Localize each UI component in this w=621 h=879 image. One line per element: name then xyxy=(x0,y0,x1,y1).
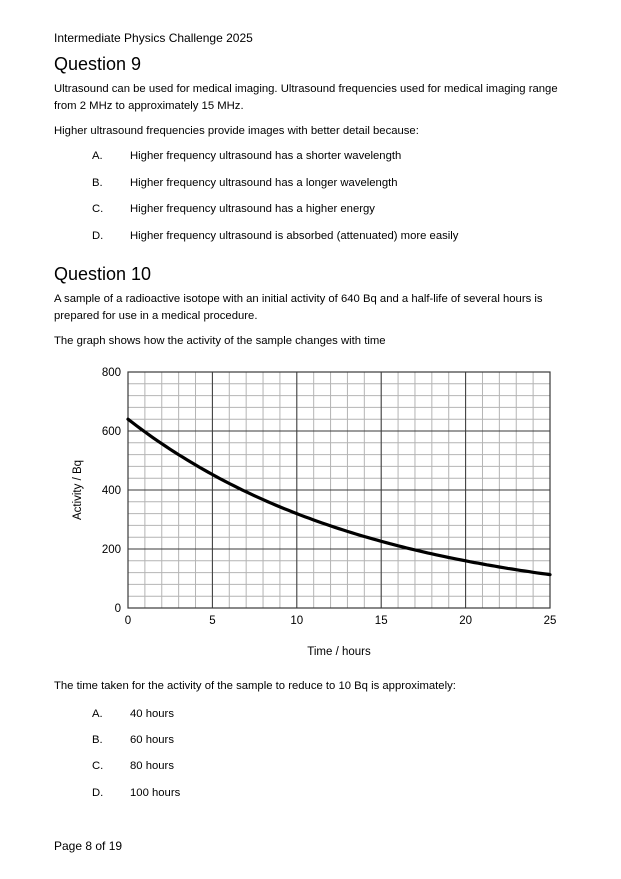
y-axis-label: Activity / Bq xyxy=(72,459,84,521)
question-9-prompt: Higher ultrasound frequencies provide images with better detail because: xyxy=(54,125,419,137)
x-tick-label: 20 xyxy=(459,615,472,627)
y-tick-label: 0 xyxy=(114,603,121,615)
page-number: Page 8 of 19 xyxy=(54,839,123,853)
option-letter: D. xyxy=(92,230,104,242)
question-10-prompt: The time taken for the activity of the sample to reduce to 10 Bq is approximately: xyxy=(54,680,456,692)
x-tick-label: 5 xyxy=(209,615,216,627)
question-10-intro: A sample of a radioactive isotope with an initial activity of 640 Bq and a half-life of several hours is prepared for use in a medical procedure. xyxy=(54,293,543,322)
option-letter: C. xyxy=(92,760,104,772)
chart-ticks xyxy=(102,367,557,627)
option-text: 40 hours xyxy=(130,708,174,720)
option-letter: B. xyxy=(92,177,103,189)
option-text: Higher frequency ultrasound has a shorter wavelength xyxy=(130,150,402,162)
x-tick-label: 0 xyxy=(124,615,132,627)
x-tick-label: 10 xyxy=(290,615,304,627)
option-letter: A. xyxy=(92,150,103,162)
y-tick-label: 600 xyxy=(101,426,121,438)
question-9-title: Question 9 xyxy=(54,54,142,74)
chart-grid xyxy=(128,372,550,608)
question-10-title: Question 10 xyxy=(54,264,152,284)
option-letter: B. xyxy=(92,734,103,746)
option-text: Higher frequency ultrasound has a longer wavelength xyxy=(130,177,398,189)
option-text: 60 hours xyxy=(130,734,174,746)
x-tick-label: 15 xyxy=(374,615,388,627)
y-tick-label: 800 xyxy=(101,367,121,379)
document-header: Intermediate Physics Challenge 2025 xyxy=(54,31,253,45)
y-tick-label: 400 xyxy=(101,485,121,497)
option-text: 100 hours xyxy=(130,787,181,799)
option-letter: A. xyxy=(92,708,103,720)
option-letter: D. xyxy=(92,787,104,799)
x-axis-label: Time / hours xyxy=(307,646,371,658)
option-text: Higher frequency ultrasound is absorbed (attenuated) more easily xyxy=(130,230,459,242)
y-tick-label: 200 xyxy=(101,544,121,556)
option-text: Higher frequency ultrasound has a higher energy xyxy=(130,203,375,215)
question-9-intro: Ultrasound can be used for medical imaging. Ultrasound frequencies used for medical imaging range from 2 MHz to approximately 15 MHz. xyxy=(54,83,558,112)
option-letter: C. xyxy=(92,203,104,215)
graph-caption: The graph shows how the activity of the sample changes with time xyxy=(54,335,386,347)
option-text: 80 hours xyxy=(130,760,174,772)
x-tick-label: 25 xyxy=(543,615,557,627)
